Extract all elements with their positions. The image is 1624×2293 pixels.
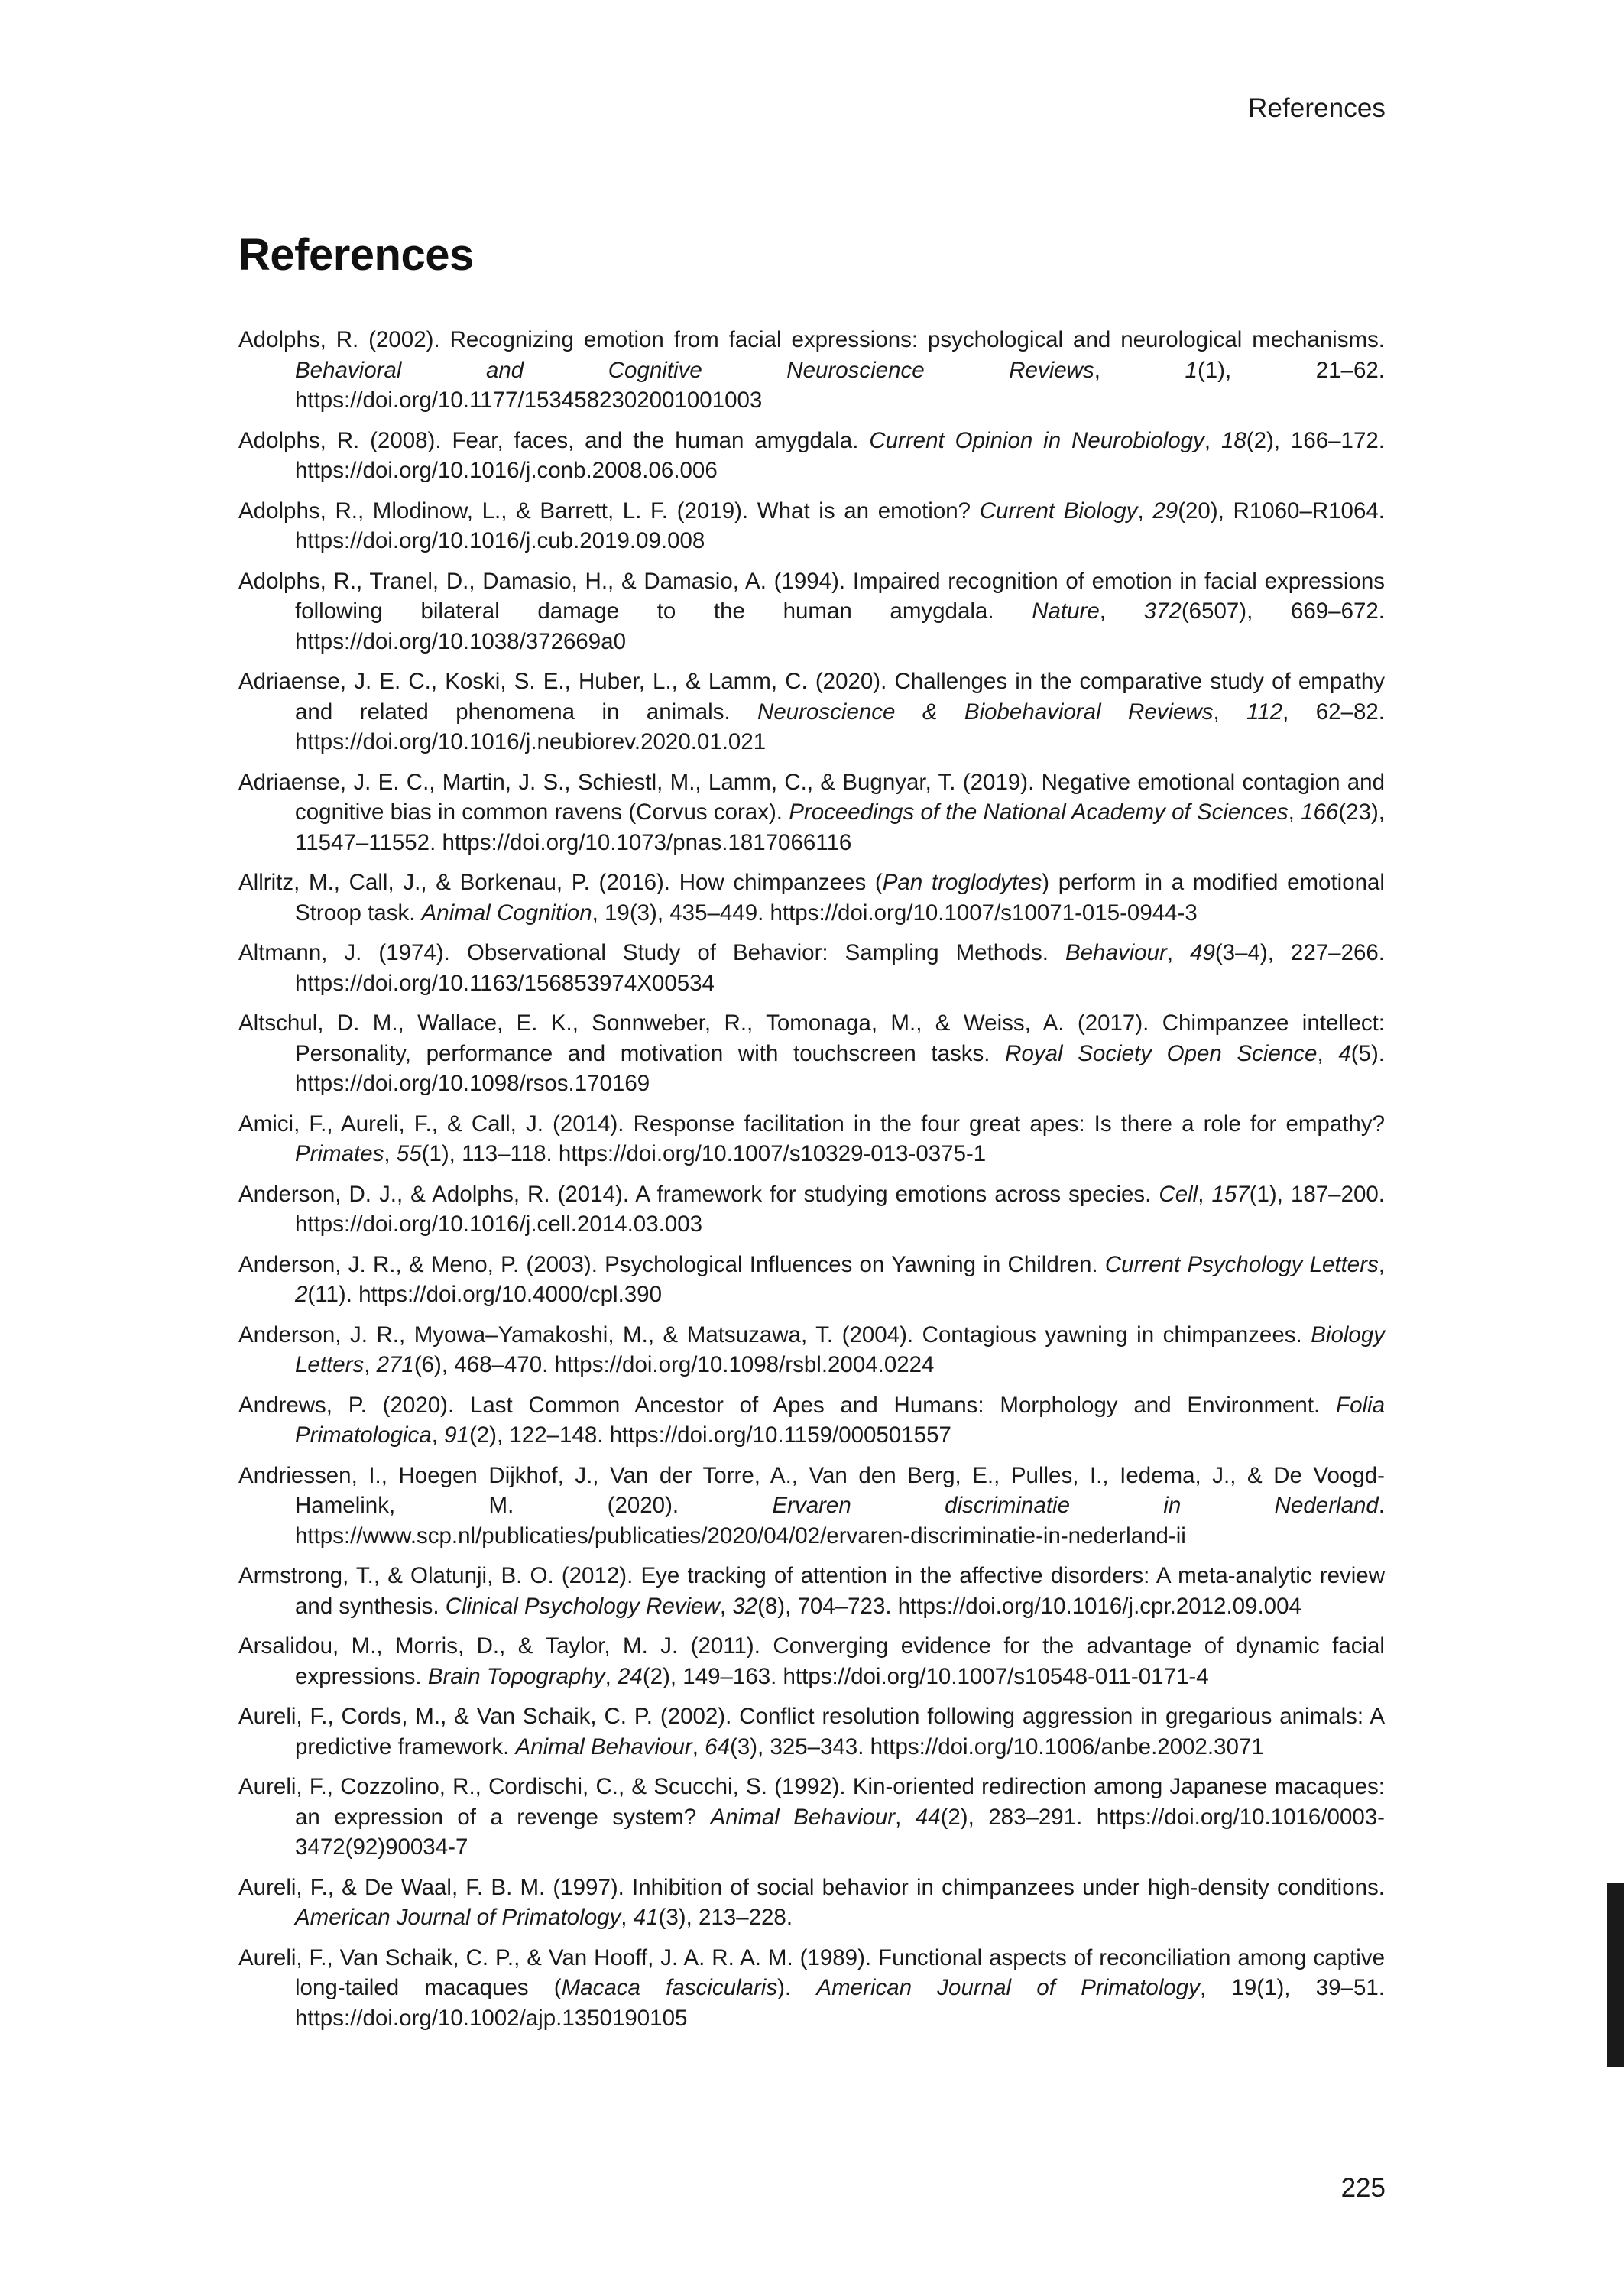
reference-volume: 32	[732, 1593, 758, 1619]
reference-details: (2), 149–163. https://doi.org/10.1007/s10548-011-0171-4	[642, 1663, 1209, 1689]
reference-separator: ,	[1213, 699, 1247, 725]
reference-entry	[238, 1320, 1385, 1380]
reference-authors-title: Anderson, J. R., Myowa–Yamakoshi, M., & Matsuzawa, T. (2004). Contagious yawning in chimpanzees.	[238, 1322, 1311, 1348]
reference-source: Brain Topography	[427, 1663, 605, 1689]
reference-separator: ,	[364, 1352, 377, 1377]
reference-separator: ,	[692, 1734, 705, 1759]
reference-source: Animal Behaviour	[515, 1734, 692, 1759]
reference-separator: ,	[1166, 940, 1191, 965]
reference-volume: 157	[1211, 1181, 1250, 1207]
page-title: References	[238, 230, 474, 280]
reference-details: (8), 704–723. https://doi.org/10.1016/j.cpr.2012.09.004	[757, 1593, 1301, 1619]
reference-separator: ,	[1378, 1251, 1385, 1277]
reference-separator: ,	[1204, 427, 1221, 453]
reference-details: (1), 113–118. https://doi.org/10.1007/s10329-013-0375-1	[421, 1141, 987, 1166]
reference-authors-title: Altschul, D. M., Wallace, E. K., Sonnweber, R., Tomonaga, M., & Weiss, A. (2017). Chimpanzee intellect: Personality, performance and motivation with touchscreen tasks.	[238, 1010, 1385, 1066]
reference-authors-title: Adolphs, R. (2008). Fear, faces, and the human amygdala.	[238, 427, 870, 453]
reference-entry	[238, 496, 1385, 556]
reference-separator: ,	[895, 1804, 916, 1830]
reference-source: Current Biology	[979, 498, 1138, 524]
reference-volume: 18	[1220, 427, 1246, 453]
reference-entry	[238, 566, 1385, 657]
reference-separator: ,	[1099, 598, 1144, 624]
reference-authors-title: Armstrong, T., & Olatunji, B. O. (2012). Eye tracking of attention in the affective disorders: A meta-analytic review and synthesis.	[238, 1563, 1385, 1619]
reference-separator: ).	[777, 1975, 817, 2000]
reference-details: (2), 166–172. https://doi.org/10.1016/j.conb.2008.06.006	[295, 427, 1385, 483]
reference-details: (2), 283–291. https://doi.org/10.1016/0003-3472(92)90034-7	[295, 1804, 1385, 1860]
reference-source: Current Psychology Letters	[1104, 1251, 1379, 1277]
reference-source: Cell	[1159, 1181, 1198, 1207]
reference-separator: ,	[384, 1141, 397, 1166]
reference-separator: ,	[431, 1422, 445, 1448]
reference-entry	[238, 1250, 1385, 1310]
reference-volume: 91	[444, 1422, 469, 1448]
reference-authors-title: Aureli, F., Van Schaik, C. P., & Van Hooff, J. A. R. A. M. (1989). Functional aspects of reconciliation among captive long-tailed macaques (	[238, 1944, 1385, 2000]
reference-details: (20), R1060–R1064. https://doi.org/10.1016/j.cub.2019.09.008	[295, 498, 1385, 553]
reference-entry	[238, 1873, 1385, 1933]
reference-entry	[238, 1461, 1385, 1552]
reference-separator: ,	[605, 1663, 618, 1689]
reference-journal: American Journal of Primatology	[816, 1975, 1200, 2000]
reference-authors-title: Altmann, J. (1974). Observational Study of Behavior: Sampling Methods.	[238, 940, 1065, 965]
reference-separator: . https://www.scp.nl/publicaties/publicaties/2020/04/02/ervaren-discriminatie-in-nederland-ii	[295, 1493, 1385, 1549]
reference-entry	[238, 1943, 1385, 2034]
reference-source: Current Opinion in Neurobiology	[869, 427, 1204, 453]
reference-details: (3–4), 227–266. https://doi.org/10.1163/156853974X00534	[295, 940, 1385, 996]
reference-authors-title: Arsalidou, M., Morris, D., & Taylor, M. J. (2011). Converging evidence for the advantage of dynamic facial expressions.	[238, 1633, 1385, 1689]
reference-separator: ,	[1317, 1040, 1339, 1066]
reference-entry	[238, 1179, 1385, 1240]
reference-authors-title: Anderson, D. J., & Adolphs, R. (2014). A framework for studying emotions across species.	[238, 1181, 1159, 1207]
reference-list	[238, 325, 1385, 2043]
reference-details: (6507), 669–672. https://doi.org/10.1038/372669a0	[295, 598, 1385, 654]
reference-authors-title: Adriaense, J. E. C., Koski, S. E., Huber, L., & Lamm, C. (2020). Challenges in the comparative study of empathy and related phenomena in animals.	[238, 669, 1385, 725]
reference-separator: ,	[621, 1905, 634, 1930]
reference-source: Clinical Psychology Review	[445, 1593, 720, 1619]
reference-details: (6), 468–470. https://doi.org/10.1098/rsbl.2004.0224	[413, 1352, 935, 1377]
reference-authors-title: Anderson, J. R., & Meno, P. (2003). Psychological Influences on Yawning in Children.	[238, 1251, 1105, 1277]
reference-source: Pan troglodytes	[882, 870, 1042, 895]
reference-authors-title: Adriaense, J. E. C., Martin, J. S., Schiestl, M., Lamm, C., & Bugnyar, T. (2019). Negative emotional contagion and cognitive bias in common ravens (Corvus corax).	[238, 769, 1385, 825]
reference-volume: 41	[633, 1905, 659, 1930]
reference-volume: 49	[1190, 940, 1215, 965]
reference-separator: ,	[1198, 1181, 1212, 1207]
thumb-index-tab	[1607, 1883, 1624, 2067]
reference-authors-title: Adolphs, R., Mlodinow, L., & Barrett, L. F. (2019). What is an emotion?	[238, 498, 980, 524]
reference-authors-title: Andrews, P. (2020). Last Common Ancestor of Apes and Humans: Morphology and Environment.	[238, 1392, 1337, 1418]
reference-volume: 55	[396, 1141, 422, 1166]
page-number: 225	[1340, 2173, 1386, 2203]
reference-separator: ,	[719, 1593, 733, 1619]
reference-source: Behaviour	[1065, 940, 1167, 965]
reference-authors-title: Amici, F., Aureli, F., & Call, J. (2014). Response facilitation in the four great apes: Is there a role for empathy?	[238, 1111, 1385, 1137]
reference-separator: ) perform in a modified emotional Stroop task.	[295, 870, 1385, 926]
reference-entry	[238, 1701, 1385, 1762]
reference-source: Royal Society Open Science	[1005, 1040, 1318, 1066]
reference-source: Biology Letters	[295, 1322, 1385, 1377]
reference-separator: ,	[1094, 357, 1185, 383]
reference-details: (3), 325–343. https://doi.org/10.1006/anbe.2002.3071	[730, 1734, 1264, 1759]
reference-details: (1), 187–200. https://doi.org/10.1016/j.cell.2014.03.003	[295, 1181, 1385, 1237]
reference-authors-title: Andriessen, I., Hoegen Dijkhof, J., Van der Torre, A., Van den Berg, E., Pulles, I., Iedema, J., & De Voogd-Hamelink, M. (2020).	[238, 1462, 1385, 1518]
reference-entry	[238, 938, 1385, 998]
reference-details: (2), 122–148. https://doi.org/10.1159/000501557	[468, 1422, 951, 1448]
reference-entry	[238, 1561, 1385, 1621]
reference-authors-title: Allritz, M., Call, J., & Borkenau, P. (2016). How chimpanzees (	[238, 870, 883, 895]
reference-entry	[238, 426, 1385, 486]
reference-source: Behavioral and Cognitive Neuroscience Reviews	[295, 357, 1094, 383]
reference-journal: Animal Cognition	[421, 900, 592, 926]
reference-details: , 62–82. https://doi.org/10.1016/j.neubiorev.2020.01.021	[295, 699, 1385, 754]
reference-volume: 29	[1152, 498, 1178, 524]
reference-details: (1), 21–62. https://doi.org/10.1177/1534582302001001003	[295, 357, 1385, 413]
reference-volume: 64	[705, 1734, 730, 1759]
reference-details: , 19(3), 435–449. https://doi.org/10.1007/s10071-015-0944-3	[592, 900, 1198, 926]
reference-entry	[238, 1390, 1385, 1451]
reference-source: Animal Behaviour	[710, 1804, 896, 1830]
reference-authors-title: Aureli, F., & De Waal, F. B. M. (1997). Inhibition of social behavior in chimpanzees under high-density conditions.	[238, 1874, 1385, 1900]
reference-details: , 19(1), 39–51. https://doi.org/10.1002/ajp.1350190105	[295, 1975, 1385, 2031]
running-head: References	[1248, 93, 1386, 123]
reference-entry	[238, 325, 1385, 416]
reference-volume: 166	[1301, 799, 1339, 825]
reference-entry	[238, 767, 1385, 858]
reference-source: American Journal of Primatology	[295, 1905, 621, 1930]
reference-details: (3), 213–228.	[658, 1905, 793, 1930]
reference-details: (5). https://doi.org/10.1098/rsos.170169	[295, 1040, 1385, 1096]
reference-entry	[238, 868, 1385, 928]
reference-authors-title: Aureli, F., Cozzolino, R., Cordischi, C., & Scucchi, S. (1992). Kin-oriented redirection among Japanese macaques: an expression of a revenge system?	[238, 1774, 1385, 1830]
reference-source: Folia Primatologica	[295, 1392, 1385, 1448]
reference-source: Primates	[295, 1141, 384, 1166]
reference-entry	[238, 1631, 1385, 1691]
reference-volume: 1	[1185, 357, 1198, 383]
reference-source: Proceedings of the National Academy of Sciences	[789, 799, 1289, 825]
reference-entry	[238, 1008, 1385, 1099]
reference-separator: ,	[1137, 498, 1153, 524]
reference-authors-title: Adolphs, R., Tranel, D., Damasio, H., & Damasio, A. (1994). Impaired recognition of emotion in facial expressions following bilateral damage to the human amygdala.	[238, 568, 1385, 624]
reference-volume: 44	[915, 1804, 941, 1830]
reference-source: Macaca fascicularis	[561, 1975, 778, 2000]
reference-entry	[238, 666, 1385, 757]
reference-volume: 4	[1338, 1040, 1351, 1066]
reference-separator: ,	[1288, 799, 1301, 825]
reference-authors-title: Aureli, F., Cords, M., & Van Schaik, C. P. (2002). Conflict resolution following aggression in gregarious animals: A predictive framework.	[238, 1704, 1385, 1759]
reference-volume: 372	[1143, 598, 1182, 624]
reference-volume: 112	[1246, 699, 1283, 725]
reference-authors-title: Adolphs, R. (2002). Recognizing emotion from facial expressions: psychological and neurological mechanisms.	[238, 327, 1385, 352]
reference-details: (11). https://doi.org/10.4000/cpl.390	[307, 1282, 662, 1307]
reference-source: Nature	[1032, 598, 1100, 624]
reference-volume: 24	[618, 1663, 643, 1689]
reference-entry	[238, 1109, 1385, 1169]
reference-volume: 271	[376, 1352, 414, 1377]
reference-volume: 2	[295, 1282, 308, 1307]
reference-details: (23), 11547–11552. https://doi.org/10.1073/pnas.1817066116	[295, 799, 1385, 855]
reference-entry	[238, 1772, 1385, 1863]
reference-source: Neuroscience & Biobehavioral Reviews	[757, 699, 1214, 725]
reference-source: Ervaren discriminatie in Nederland	[772, 1493, 1379, 1518]
